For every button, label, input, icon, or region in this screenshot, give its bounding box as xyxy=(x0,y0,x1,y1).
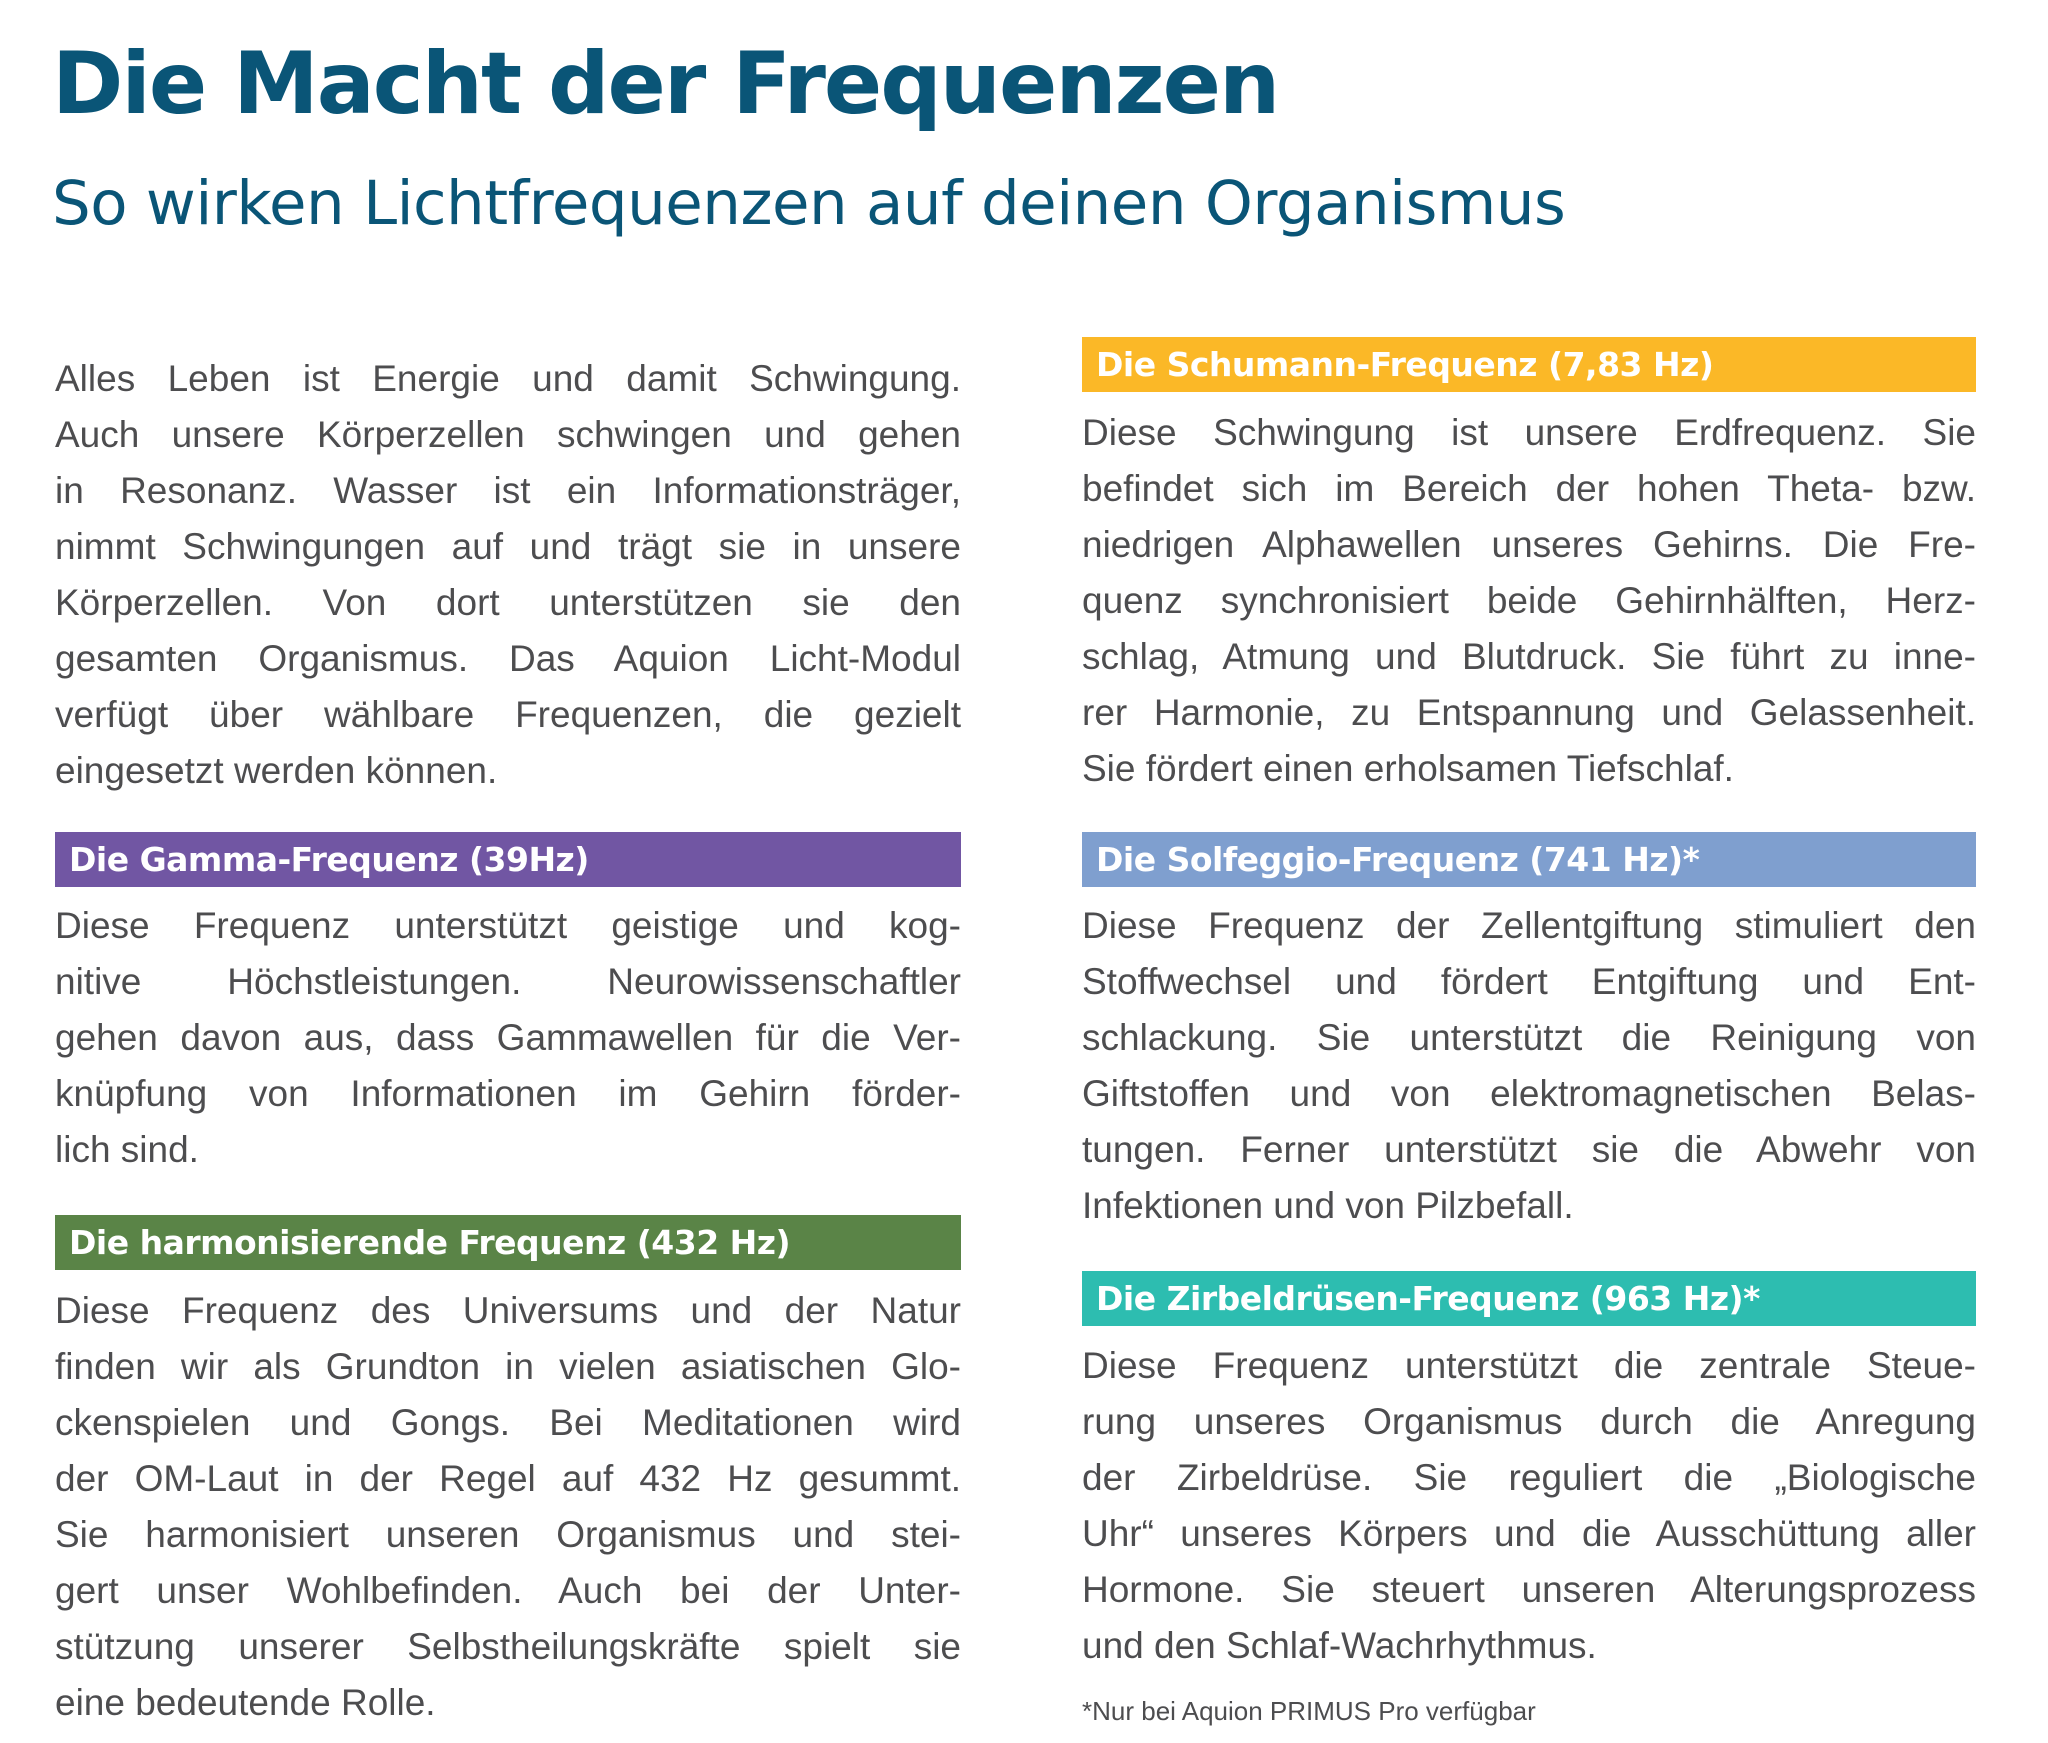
text-line: lich sind. xyxy=(55,1129,199,1170)
text-line: gesamten Organismus. Das Aquion Licht-Modul xyxy=(55,638,961,679)
solfeggio-paragraph xyxy=(1082,898,1976,1234)
text-line: Diese Frequenz unterstützt die zentrale Steue- xyxy=(1082,1345,1976,1386)
text-line: stützung unserer Selbstheilungskräfte spielt sie xyxy=(55,1626,961,1667)
text-line: Alles Leben ist Energie und damit Schwingung. xyxy=(55,358,961,399)
text-line: Uhr“ unseres Körpers und die Ausschüttung aller xyxy=(1082,1513,1976,1554)
page-subtitle: So wirken Lichtfrequenzen auf deinen Organismus xyxy=(52,168,1566,239)
schumann-paragraph xyxy=(1082,405,1976,797)
text-line: Sie fördert einen erholsamen Tiefschlaf. xyxy=(1082,748,1734,789)
pineal-heading: Die Zirbeldrüsen-Frequenz (963 Hz)* xyxy=(1082,1271,1976,1326)
text-line: rer Harmonie, zu Entspannung und Gelassenheit. xyxy=(1082,692,1976,733)
gamma-heading: Die Gamma-Frequenz (39Hz) xyxy=(55,832,961,887)
gamma-paragraph xyxy=(55,898,961,1178)
text-line: eine bedeutende Rolle. xyxy=(55,1682,436,1723)
text-line: schlag, Atmung und Blutdruck. Sie führt zu inne- xyxy=(1082,636,1976,677)
text-line: rung unseres Organismus durch die Anregung xyxy=(1082,1401,1976,1442)
text-line: verfügt über wählbare Frequenzen, die gezielt xyxy=(55,694,961,735)
harmonic-paragraph xyxy=(55,1283,961,1731)
page-title: Die Macht der Frequenzen xyxy=(52,34,1279,134)
text-line: Sie harmonisiert unseren Organismus und stei- xyxy=(55,1514,961,1555)
text-line: Körperzellen. Von dort unterstützen sie den xyxy=(55,582,961,623)
text-line: ckenspielen und Gongs. Bei Meditationen wird xyxy=(55,1402,961,1443)
text-line: niedrigen Alphawellen unseres Gehirns. Die Fre- xyxy=(1082,524,1976,565)
text-line: finden wir als Grundton in vielen asiatischen Glo- xyxy=(55,1346,961,1387)
text-line: knüpfung von Informationen im Gehirn förder- xyxy=(55,1073,961,1114)
text-line: der OM-Laut in der Regel auf 432 Hz gesummt. xyxy=(55,1458,961,1499)
intro-paragraph xyxy=(55,351,961,799)
text-line: Diese Frequenz des Universums und der Natur xyxy=(55,1290,961,1331)
pineal-paragraph xyxy=(1082,1338,1976,1674)
text-line: Infektionen und von Pilzbefall. xyxy=(1082,1185,1574,1226)
text-line: tungen. Ferner unterstützt sie die Abwehr von xyxy=(1082,1129,1976,1170)
text-line: Diese Schwingung ist unsere Erdfrequenz. Sie xyxy=(1082,412,1976,453)
text-line: der Zirbeldrüse. Sie reguliert die „Biologische xyxy=(1082,1457,1976,1498)
text-line: schlackung. Sie unterstützt die Reinigung von xyxy=(1082,1017,1976,1058)
text-line: nitive Höchstleistungen. Neurowissenschaftler xyxy=(55,961,961,1002)
text-line: Hormone. Sie steuert unseren Alterungsprozess xyxy=(1082,1569,1976,1610)
solfeggio-heading: Die Solfeggio-Frequenz (741 Hz)* xyxy=(1082,832,1976,887)
text-line: Stoffwechsel und fördert Entgiftung und Ent- xyxy=(1082,961,1976,1002)
text-line: in Resonanz. Wasser ist ein Informationsträger, xyxy=(55,470,961,511)
text-line: Diese Frequenz der Zellentgiftung stimuliert den xyxy=(1082,905,1976,946)
text-line: gert unser Wohlbefinden. Auch bei der Unter- xyxy=(55,1570,961,1611)
text-line: gehen davon aus, dass Gammawellen für die Ver- xyxy=(55,1017,961,1058)
text-line: nimmt Schwingungen auf und trägt sie in unsere xyxy=(55,526,961,567)
text-line: quenz synchronisiert beide Gehirnhälften, Herz- xyxy=(1082,580,1976,621)
harmonic-heading: Die harmonisierende Frequenz (432 Hz) xyxy=(55,1215,961,1270)
text-line: Auch unsere Körperzellen schwingen und gehen xyxy=(55,414,961,455)
text-line: und den Schlaf-Wachrhythmus. xyxy=(1082,1625,1597,1666)
text-line: Diese Frequenz unterstützt geistige und kog- xyxy=(55,905,961,946)
schumann-heading: Die Schumann-Frequenz (7,83 Hz) xyxy=(1082,337,1976,392)
footnote: *Nur bei Aquion PRIMUS Pro verfügbar xyxy=(1082,1696,1536,1726)
text-line: eingesetzt werden können. xyxy=(55,750,498,791)
text-line: befindet sich im Bereich der hohen Theta- bzw. xyxy=(1082,468,1976,509)
text-line: Giftstoffen und von elektromagnetischen Belas- xyxy=(1082,1073,1976,1114)
